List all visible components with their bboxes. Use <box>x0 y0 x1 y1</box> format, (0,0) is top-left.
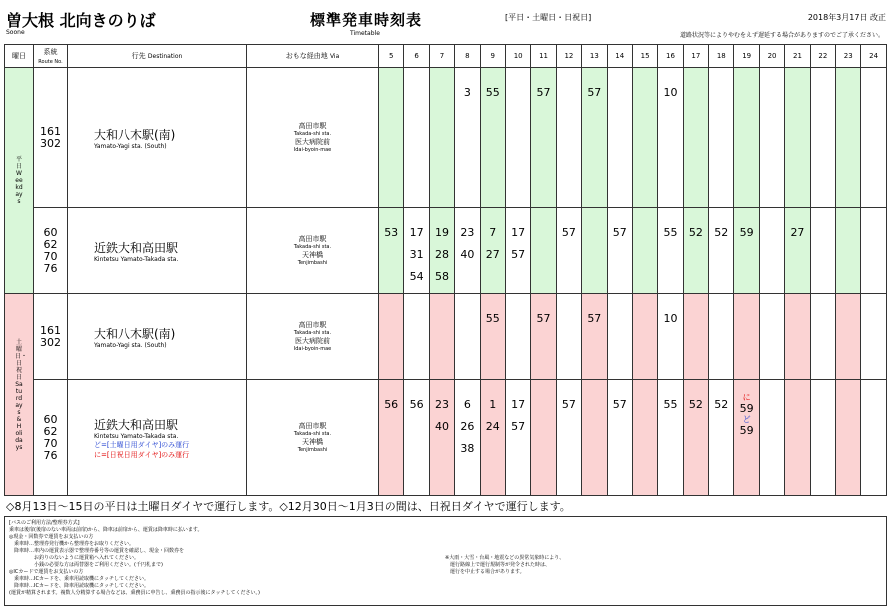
via-stop: 医大病院前 <box>295 137 330 146</box>
hour-cell-14 <box>607 380 632 496</box>
hour-cell-15 <box>632 208 657 294</box>
col-via <box>247 45 379 68</box>
hour-cell-16 <box>658 380 683 496</box>
service-mark: ど <box>742 415 751 424</box>
hour-cell-24 <box>861 68 886 208</box>
hour-cell-8 <box>455 294 480 380</box>
via-stop: 高田市駅 <box>298 421 327 430</box>
via-stop: Takada-shi sta. <box>293 329 332 336</box>
hour-cell-21 <box>785 380 810 496</box>
day-types: [平日・土曜日・日祝日] <box>505 13 592 22</box>
route-number: 70 <box>43 436 58 450</box>
route-number: 60 <box>43 225 58 239</box>
hour-cell-9 <box>480 380 505 496</box>
revision-date: 2018年3月17日 改正 <box>807 13 886 22</box>
hour-cell-24 <box>861 208 886 294</box>
destination-name: 近鉄大和高田駅 <box>94 417 179 432</box>
hour-cell-18 <box>709 294 734 380</box>
departure-minute: 57 <box>511 248 526 261</box>
via-stop: 医大病院前 <box>295 336 330 345</box>
destination-name-en: Kintetsu Yamato-Takada sta. <box>94 432 179 440</box>
hour-cell-15 <box>632 380 657 496</box>
destination-name-en: Kintetsu Yamato-Takada sta. <box>94 255 179 263</box>
hour-header-11: 11 <box>531 45 556 68</box>
hour-cell-23 <box>836 294 861 380</box>
hour-header-12: 12 <box>556 45 581 68</box>
hour-header-9: 9 <box>480 45 505 68</box>
route-cell <box>34 294 68 380</box>
col-via-en: Via <box>329 53 340 60</box>
hour-cell-15 <box>632 294 657 380</box>
hour-cell-6 <box>404 68 429 208</box>
hour-header-17: 17 <box>683 45 708 68</box>
route-cell <box>34 380 68 496</box>
timetable-row <box>5 68 887 208</box>
weather-info-line: ※大雨・大雪・台風・地震などの異常気象時により、 <box>445 555 565 561</box>
hour-cell-20 <box>759 294 784 380</box>
destination-name: 大和八木駅(南) <box>94 326 176 341</box>
hour-cell-22 <box>810 208 835 294</box>
hour-cell-12 <box>556 380 581 496</box>
hour-cell-5 <box>379 68 404 208</box>
hour-cell-19 <box>734 294 759 380</box>
via-stop: Tenjimbashi <box>297 259 328 266</box>
hour-header-22: 22 <box>810 45 835 68</box>
departure-minute: 57 <box>536 312 551 325</box>
hour-header-10: 10 <box>505 45 530 68</box>
hour-cell-11 <box>531 380 556 496</box>
timetable-row <box>5 380 887 496</box>
via-stop: Idai-byoin-mae <box>293 345 332 352</box>
route-number: 76 <box>43 448 58 462</box>
departure-minute: 10 <box>663 312 678 325</box>
hour-cell-14 <box>607 294 632 380</box>
hour-header-15: 15 <box>632 45 657 68</box>
hour-cell-13 <box>582 208 607 294</box>
departure-minute: 56 <box>409 398 424 411</box>
hour-cell-18 <box>709 380 734 496</box>
hour-cell-12 <box>556 68 581 208</box>
hour-cell-16 <box>658 294 683 380</box>
day-type-label: 土曜日・日祝日 Saturdays & Holidays <box>15 338 28 451</box>
departure-minute: 56 <box>384 398 399 411</box>
departure-minute: 38 <box>460 442 475 455</box>
remark-text: ど=[土曜日用ダイヤ]のみ運行 <box>94 440 190 449</box>
hour-cell-9 <box>480 208 505 294</box>
departure-minute: 3 <box>463 86 471 99</box>
hour-cell-7 <box>429 380 454 496</box>
departure-minute: 26 <box>460 420 475 433</box>
usage-info-line: 乗車時…ICカードを、乗車用読取機にタッチしてください。 <box>9 576 149 582</box>
route-cell <box>34 68 68 208</box>
destination-cell <box>68 208 247 294</box>
service-mark: に <box>742 393 751 402</box>
hour-cell-21 <box>785 208 810 294</box>
via-stop: 高田市駅 <box>298 234 327 243</box>
route-number: 76 <box>43 261 58 275</box>
usage-info-line: 小銭の必要な方は両替器をご利用ください。(千円札まで) <box>9 562 163 568</box>
hour-cell-11 <box>531 294 556 380</box>
route-number: 62 <box>43 237 58 251</box>
departure-minute: 58 <box>434 270 449 283</box>
hour-cell-20 <box>759 380 784 496</box>
day-type-cell <box>5 68 34 294</box>
hour-cell-14 <box>607 208 632 294</box>
departure-minute: 57 <box>561 398 576 411</box>
usage-info-line: ◎ICカードで運賃をお支払いの方 <box>9 569 84 575</box>
departure-minute: 57 <box>612 398 627 411</box>
hour-header-6: 6 <box>404 45 429 68</box>
hour-cell-19 <box>734 68 759 208</box>
col-dest-en: Destination <box>147 53 183 60</box>
departure-minute: 1 <box>489 398 497 411</box>
departure-minute: 17 <box>511 226 526 239</box>
timetable-row <box>5 208 887 294</box>
hour-cell-11 <box>531 68 556 208</box>
hour-header-20: 20 <box>759 45 784 68</box>
hour-header-16: 16 <box>658 45 683 68</box>
hour-cell-11 <box>531 208 556 294</box>
departure-minute: 52 <box>688 398 703 411</box>
departure-minute: 59 <box>739 226 754 239</box>
hour-cell-10 <box>505 68 530 208</box>
day-type-cell <box>5 294 34 496</box>
usage-info-left <box>9 520 260 597</box>
via-stop: Takada-shi sta. <box>293 243 332 250</box>
departure-minute: 52 <box>714 398 729 411</box>
hour-cell-16 <box>658 208 683 294</box>
weather-info-line: 運行を中止する場合があります。 <box>445 569 525 575</box>
usage-info-line: ◎現金・回数券で運賃をお支払いの方 <box>9 534 94 540</box>
departure-minute: 55 <box>485 86 500 99</box>
page-title: 標準発車時刻表 <box>310 11 423 29</box>
route-cell <box>34 208 68 294</box>
departure-minute: 55 <box>485 312 500 325</box>
usage-info-line: 降車時…車内の運賃表示器で整理券番号等の運賃を確認し、現金・回数券を <box>9 548 185 554</box>
departure-minute: 57 <box>612 226 627 239</box>
via-cell <box>247 294 379 380</box>
hour-header-5: 5 <box>379 45 404 68</box>
destination-name: 近鉄大和高田駅 <box>94 240 179 255</box>
destination-name-en: Yamato-Yagi sta. (South) <box>94 341 167 349</box>
usage-info-line: お釣りのないように運賃箱へ入れてください。 <box>9 555 140 561</box>
departure-minute: 27 <box>790 226 805 239</box>
departure-minute: 19 <box>434 226 449 239</box>
hour-cell-7 <box>429 68 454 208</box>
hour-cell-10 <box>505 294 530 380</box>
departure-minute: 23 <box>460 226 475 239</box>
destination-name-en: Yamato-Yagi sta. (South) <box>94 142 167 150</box>
departure-minute: 28 <box>434 248 449 261</box>
hour-cell-9 <box>480 68 505 208</box>
hour-header-8: 8 <box>455 45 480 68</box>
departure-minute: 57 <box>536 86 551 99</box>
hour-cell-24 <box>861 294 886 380</box>
via-cell <box>247 380 379 496</box>
departure-minute: 55 <box>663 226 678 239</box>
weather-info-line: 運行路線上で運行規制等が発令された時は、 <box>445 562 551 568</box>
departure-minute: 40 <box>434 420 449 433</box>
hour-cell-5 <box>379 380 404 496</box>
col-dest <box>68 45 247 68</box>
departure-minute: 24 <box>485 420 500 433</box>
delay-note: 道路状況等によりやむをえず遅延する場合がありますのでご了承ください。 <box>679 32 884 39</box>
hour-cell-8 <box>455 380 480 496</box>
hour-cell-5 <box>379 208 404 294</box>
stop-name-en: Soone <box>6 29 25 36</box>
hour-header-23: 23 <box>836 45 861 68</box>
via-stop: 天神橋 <box>302 437 323 446</box>
usage-info-line: (運賃が精算されます。複数人分精算する場合などは、乗務員に申告し、乗務員の指示後にタッチしてください。) <box>9 590 261 596</box>
stop-name: 曽大根 北向きのりば <box>6 11 156 30</box>
via-cell <box>247 208 379 294</box>
hour-cell-21 <box>785 294 810 380</box>
departure-minute: 7 <box>489 226 497 239</box>
timetable-header <box>5 45 887 68</box>
hour-cell-14 <box>607 68 632 208</box>
hour-cell-22 <box>810 380 835 496</box>
hour-cell-9 <box>480 294 505 380</box>
remark-text: に=[日祝日用ダイヤ]のみ運行 <box>94 450 190 459</box>
hour-cell-18 <box>709 208 734 294</box>
hour-cell-22 <box>810 294 835 380</box>
via-stop: 高田市駅 <box>298 320 327 329</box>
usage-info-line: 降車時…ICカードを、降車用読取機にタッチしてください。 <box>9 583 149 589</box>
col-route-label: 系統 <box>43 48 58 56</box>
hour-cell-17 <box>683 68 708 208</box>
departure-minute: 27 <box>485 248 500 261</box>
page-title-en: Timetable <box>350 30 380 37</box>
via-stop: 高田市駅 <box>298 121 327 130</box>
hour-cell-23 <box>836 68 861 208</box>
departure-minute: に 59 <box>734 394 758 416</box>
departure-minute: 10 <box>663 86 678 99</box>
usage-info-line: 乗車時…整理券発行機から整理券をお取りください。 <box>9 541 135 547</box>
route-number: 302 <box>40 136 61 150</box>
col-dest-label: 行先 <box>131 52 146 60</box>
footer-notice: ◇8月13日～15日の平日は土曜日ダイヤで運行します。◇12月30日～1月3日の間は、日祝日ダイヤで運行します。 <box>6 500 571 513</box>
departure-minute: 23 <box>434 398 449 411</box>
hour-cell-19 <box>734 380 759 496</box>
via-stop: Idai-byoin-mae <box>293 146 332 153</box>
hour-cell-12 <box>556 208 581 294</box>
hour-header-18: 18 <box>709 45 734 68</box>
hour-cell-13 <box>582 294 607 380</box>
via-stop: 天神橋 <box>302 250 323 259</box>
departure-minute: 57 <box>511 420 526 433</box>
departure-minute: 17 <box>511 398 526 411</box>
via-stop: Tenjimbashi <box>297 446 328 453</box>
timetable-row <box>5 294 887 380</box>
col-via-label: おもな経由地 <box>285 52 328 60</box>
route-number: 161 <box>40 323 61 337</box>
departure-minute: 57 <box>587 86 602 99</box>
hour-cell-19 <box>734 208 759 294</box>
via-stop: Takada-shi sta. <box>293 430 332 437</box>
departure-minute: 40 <box>460 248 475 261</box>
hour-cell-17 <box>683 380 708 496</box>
usage-info-box <box>4 516 887 606</box>
hour-cell-12 <box>556 294 581 380</box>
hour-cell-24 <box>861 380 886 496</box>
departure-minute: ど 59 <box>734 416 758 438</box>
hour-cell-10 <box>505 208 530 294</box>
timetable <box>4 44 887 496</box>
destination-cell <box>68 294 247 380</box>
hour-cell-7 <box>429 294 454 380</box>
departure-minute: 57 <box>587 312 602 325</box>
hour-cell-13 <box>582 380 607 496</box>
departure-minute: 17 <box>409 226 424 239</box>
hour-header-19: 19 <box>734 45 759 68</box>
hour-cell-23 <box>836 380 861 496</box>
hour-cell-6 <box>404 208 429 294</box>
hour-cell-8 <box>455 68 480 208</box>
usage-info-line: [バスのご利用方法/整理券方式] <box>9 520 80 526</box>
col-route <box>34 45 68 68</box>
hour-cell-7 <box>429 208 454 294</box>
departure-minute: 31 <box>409 248 424 261</box>
hour-cell-18 <box>709 68 734 208</box>
hour-cell-15 <box>632 68 657 208</box>
usage-info-line: 乗車は後扉(後扉のない車両は前扉)から、降車は前扉から、運賃は降車時に払います。 <box>9 527 203 533</box>
hour-cell-20 <box>759 68 784 208</box>
departure-minute: 52 <box>688 226 703 239</box>
hour-cell-13 <box>582 68 607 208</box>
hour-cell-8 <box>455 208 480 294</box>
hour-header-24: 24 <box>861 45 886 68</box>
hour-cell-16 <box>658 68 683 208</box>
hour-header-14: 14 <box>607 45 632 68</box>
route-number: 70 <box>43 249 58 263</box>
departure-minute: 6 <box>463 398 471 411</box>
departure-minute: 55 <box>663 398 678 411</box>
hour-header-13: 13 <box>582 45 607 68</box>
hour-cell-6 <box>404 380 429 496</box>
hour-cell-6 <box>404 294 429 380</box>
hour-cell-5 <box>379 294 404 380</box>
usage-info-right <box>445 555 564 576</box>
hour-cell-22 <box>810 68 835 208</box>
departure-minute: 52 <box>714 226 729 239</box>
hour-header-7: 7 <box>429 45 454 68</box>
departure-minute: 57 <box>561 226 576 239</box>
departure-minute: 53 <box>384 226 399 239</box>
route-number: 62 <box>43 424 58 438</box>
hour-cell-23 <box>836 208 861 294</box>
destination-cell <box>68 380 247 496</box>
route-number: 161 <box>40 124 61 138</box>
route-number: 60 <box>43 412 58 426</box>
via-stop: Takada-shi sta. <box>293 130 332 137</box>
day-type-label: 平日 Weekdays <box>15 156 23 205</box>
hour-cell-10 <box>505 380 530 496</box>
route-number: 302 <box>40 335 61 349</box>
hour-cell-20 <box>759 208 784 294</box>
hour-header-21: 21 <box>785 45 810 68</box>
destination-cell <box>68 68 247 208</box>
col-day: 曜日 <box>5 45 34 68</box>
hour-cell-21 <box>785 68 810 208</box>
departure-minute: 54 <box>409 270 424 283</box>
via-cell <box>247 68 379 208</box>
destination-name: 大和八木駅(南) <box>94 127 176 142</box>
col-route-en: Route No. <box>38 59 63 65</box>
hour-cell-17 <box>683 208 708 294</box>
hour-cell-17 <box>683 294 708 380</box>
